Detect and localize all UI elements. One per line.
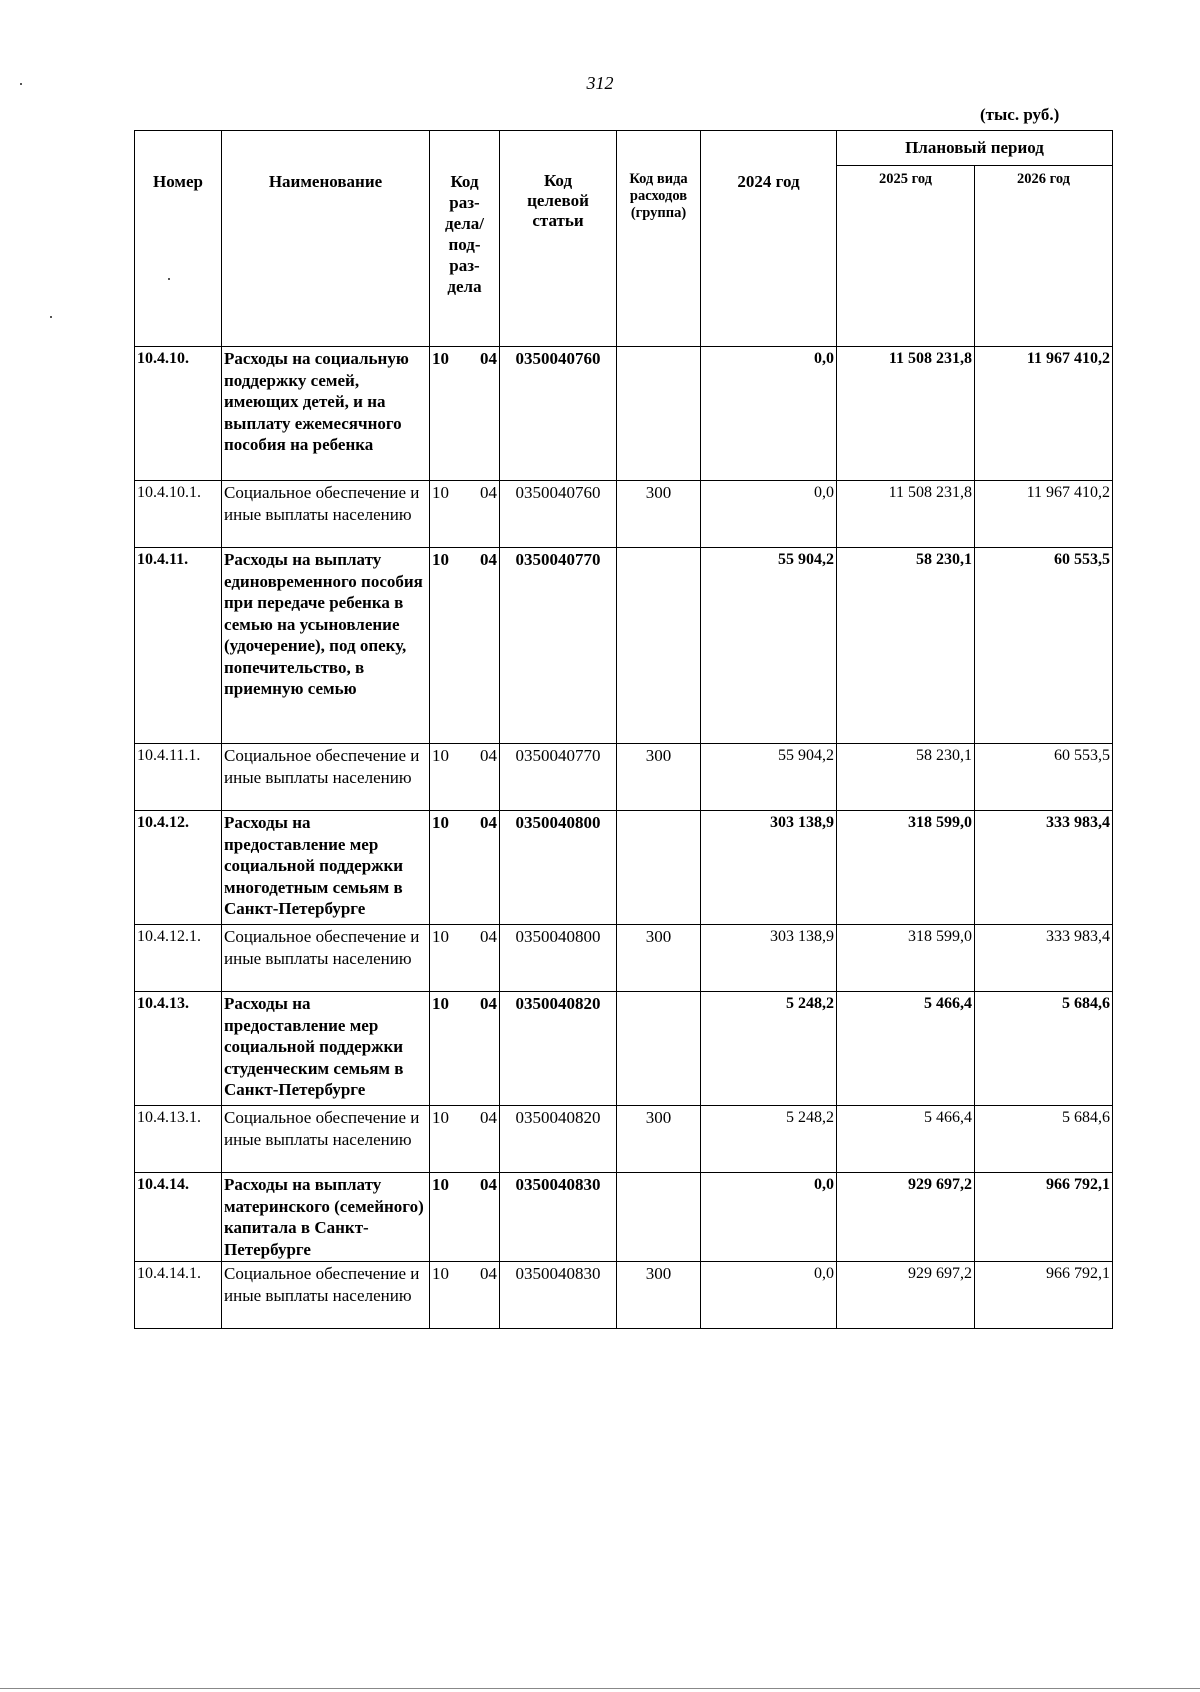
row-number: 10.4.11.1. bbox=[135, 744, 222, 811]
row-value-2025: 318 599,0 bbox=[837, 925, 975, 992]
row-section-code bbox=[430, 347, 500, 481]
row-expense-group: 300 bbox=[617, 925, 701, 992]
row-number: 10.4.14. bbox=[135, 1173, 222, 1262]
row-target-code: 0350040800 bbox=[500, 925, 617, 992]
row-razdel: 10 bbox=[432, 349, 449, 368]
row-value-2026: 333 983,4 bbox=[975, 925, 1113, 992]
row-podrazdel: 04 bbox=[480, 1108, 497, 1127]
row-podrazdel: 04 bbox=[480, 1175, 497, 1194]
scan-speck bbox=[168, 278, 170, 280]
row-value-2025: 5 466,4 bbox=[837, 1106, 975, 1173]
row-section-code bbox=[430, 481, 500, 548]
page-number: 312 bbox=[586, 73, 614, 93]
row-podrazdel: 04 bbox=[480, 1264, 497, 1283]
row-value-2024: 0,0 bbox=[701, 347, 837, 481]
row-number: 10.4.11. bbox=[135, 548, 222, 744]
header-name: Наименование bbox=[222, 131, 430, 347]
row-name: Социальное обеспечение и иные выплаты населению bbox=[222, 925, 430, 992]
row-number: 10.4.14.1. bbox=[135, 1262, 222, 1329]
table-row bbox=[135, 548, 1113, 744]
budget-table bbox=[134, 130, 1113, 1329]
row-value-2026: 60 553,5 bbox=[975, 548, 1113, 744]
row-podrazdel: 04 bbox=[480, 813, 497, 832]
row-value-2026: 5 684,6 bbox=[975, 1106, 1113, 1173]
row-podrazdel: 04 bbox=[480, 994, 497, 1013]
row-razdel: 10 bbox=[432, 813, 449, 832]
row-name: Социальное обеспечение и иные выплаты населению bbox=[222, 1262, 430, 1329]
row-value-2025: 318 599,0 bbox=[837, 811, 975, 925]
scan-speck bbox=[20, 83, 22, 85]
header-2026: 2026 год bbox=[975, 166, 1113, 347]
table-body bbox=[135, 347, 1113, 1329]
row-name: Расходы на предоставление мер социальной поддержки студенческим семьям в Санкт-Петербурге bbox=[222, 992, 430, 1106]
table-row bbox=[135, 1173, 1113, 1262]
row-value-2024: 55 904,2 bbox=[701, 548, 837, 744]
row-razdel: 10 bbox=[432, 550, 449, 569]
row-target-code: 0350040760 bbox=[500, 481, 617, 548]
row-value-2025: 5 466,4 bbox=[837, 992, 975, 1106]
row-name: Расходы на предоставление мер социальной поддержки многодетным семьям в Санкт-Петербурге bbox=[222, 811, 430, 925]
row-value-2024: 303 138,9 bbox=[701, 811, 837, 925]
row-razdel: 10 bbox=[432, 483, 449, 502]
row-razdel: 10 bbox=[432, 1175, 449, 1194]
row-section-code bbox=[430, 1262, 500, 1329]
row-expense-group bbox=[617, 992, 701, 1106]
table-row bbox=[135, 347, 1113, 481]
row-expense-group bbox=[617, 811, 701, 925]
row-target-code: 0350040770 bbox=[500, 548, 617, 744]
header-target-code-text: Код целевой статьи bbox=[527, 171, 589, 230]
row-expense-group: 300 bbox=[617, 481, 701, 548]
row-value-2025: 58 230,1 bbox=[837, 744, 975, 811]
row-podrazdel: 04 bbox=[480, 746, 497, 765]
row-target-code: 0350040830 bbox=[500, 1262, 617, 1329]
row-number: 10.4.10. bbox=[135, 347, 222, 481]
row-name: Расходы на выплату материнского (семейного) капитала в Санкт-Петербурге bbox=[222, 1173, 430, 1262]
row-value-2026: 11 967 410,2 bbox=[975, 347, 1113, 481]
header-2025: 2025 год bbox=[837, 166, 975, 347]
row-expense-group bbox=[617, 347, 701, 481]
table-header bbox=[135, 131, 1113, 347]
table-row bbox=[135, 992, 1113, 1106]
row-number: 10.4.13.1. bbox=[135, 1106, 222, 1173]
row-section-code bbox=[430, 744, 500, 811]
row-value-2024: 5 248,2 bbox=[701, 1106, 837, 1173]
row-number: 10.4.12. bbox=[135, 811, 222, 925]
table-row bbox=[135, 925, 1113, 992]
row-target-code: 0350040830 bbox=[500, 1173, 617, 1262]
header-number: Номер bbox=[135, 131, 222, 347]
row-section-code bbox=[430, 925, 500, 992]
row-razdel: 10 bbox=[432, 994, 449, 1013]
row-section-code bbox=[430, 1173, 500, 1262]
row-value-2025: 11 508 231,8 bbox=[837, 347, 975, 481]
row-value-2026: 11 967 410,2 bbox=[975, 481, 1113, 548]
row-razdel: 10 bbox=[432, 927, 449, 946]
row-section-code bbox=[430, 992, 500, 1106]
row-number: 10.4.12.1. bbox=[135, 925, 222, 992]
row-expense-group bbox=[617, 548, 701, 744]
row-razdel: 10 bbox=[432, 1108, 449, 1127]
row-section-code bbox=[430, 548, 500, 744]
row-value-2024: 0,0 bbox=[701, 1173, 837, 1262]
row-podrazdel: 04 bbox=[480, 349, 497, 368]
scan-edge bbox=[0, 1688, 1200, 1689]
header-2024: 2024 год bbox=[701, 131, 837, 347]
table-row bbox=[135, 811, 1113, 925]
row-name: Расходы на выплату единовременного пособия при передаче ребенка в семью на усыновление (удочерение), под опеку, попечительство, в приемную семью bbox=[222, 548, 430, 744]
row-value-2025: 929 697,2 bbox=[837, 1262, 975, 1329]
row-name: Социальное обеспечение и иные выплаты населению bbox=[222, 481, 430, 548]
table-row bbox=[135, 481, 1113, 548]
row-section-code bbox=[430, 1106, 500, 1173]
row-value-2025: 929 697,2 bbox=[837, 1173, 975, 1262]
row-target-code: 0350040800 bbox=[500, 811, 617, 925]
row-razdel: 10 bbox=[432, 1264, 449, 1283]
row-value-2026: 5 684,6 bbox=[975, 992, 1113, 1106]
row-value-2024: 5 248,2 bbox=[701, 992, 837, 1106]
row-expense-group: 300 bbox=[617, 744, 701, 811]
row-value-2025: 58 230,1 bbox=[837, 548, 975, 744]
row-value-2024: 303 138,9 bbox=[701, 925, 837, 992]
row-name: Социальное обеспечение и иные выплаты населению bbox=[222, 1106, 430, 1173]
row-target-code: 0350040820 bbox=[500, 1106, 617, 1173]
row-target-code: 0350040760 bbox=[500, 347, 617, 481]
row-target-code: 0350040770 bbox=[500, 744, 617, 811]
header-section-code-text: Код раз-дела/ под-раз-дела bbox=[445, 172, 484, 296]
table-row bbox=[135, 1262, 1113, 1329]
row-expense-group: 300 bbox=[617, 1106, 701, 1173]
row-razdel: 10 bbox=[432, 746, 449, 765]
row-value-2024: 55 904,2 bbox=[701, 744, 837, 811]
units-label: (тыс. руб.) bbox=[980, 105, 1060, 124]
row-section-code bbox=[430, 811, 500, 925]
table-row bbox=[135, 1106, 1113, 1173]
row-value-2026: 966 792,1 bbox=[975, 1262, 1113, 1329]
row-value-2026: 60 553,5 bbox=[975, 744, 1113, 811]
row-podrazdel: 04 bbox=[480, 550, 497, 569]
row-expense-group bbox=[617, 1173, 701, 1262]
row-value-2024: 0,0 bbox=[701, 1262, 837, 1329]
row-expense-group: 300 bbox=[617, 1262, 701, 1329]
row-value-2024: 0,0 bbox=[701, 481, 837, 548]
table-row bbox=[135, 744, 1113, 811]
scan-speck bbox=[50, 316, 52, 318]
row-value-2025: 11 508 231,8 bbox=[837, 481, 975, 548]
row-podrazdel: 04 bbox=[480, 927, 497, 946]
row-value-2026: 966 792,1 bbox=[975, 1173, 1113, 1262]
row-name: Расходы на социальную поддержку семей, имеющих детей, и на выплату ежемесячного пособия на ребенка bbox=[222, 347, 430, 481]
header-expense-type: Код вида расходов (группа) bbox=[617, 131, 701, 347]
header-section-code bbox=[430, 131, 500, 347]
row-value-2026: 333 983,4 bbox=[975, 811, 1113, 925]
header-planned-period: Плановый период bbox=[837, 131, 1113, 166]
row-number: 10.4.13. bbox=[135, 992, 222, 1106]
row-target-code: 0350040820 bbox=[500, 992, 617, 1106]
row-podrazdel: 04 bbox=[480, 483, 497, 502]
row-name: Социальное обеспечение и иные выплаты населению bbox=[222, 744, 430, 811]
row-number: 10.4.10.1. bbox=[135, 481, 222, 548]
header-target-code bbox=[500, 131, 617, 347]
